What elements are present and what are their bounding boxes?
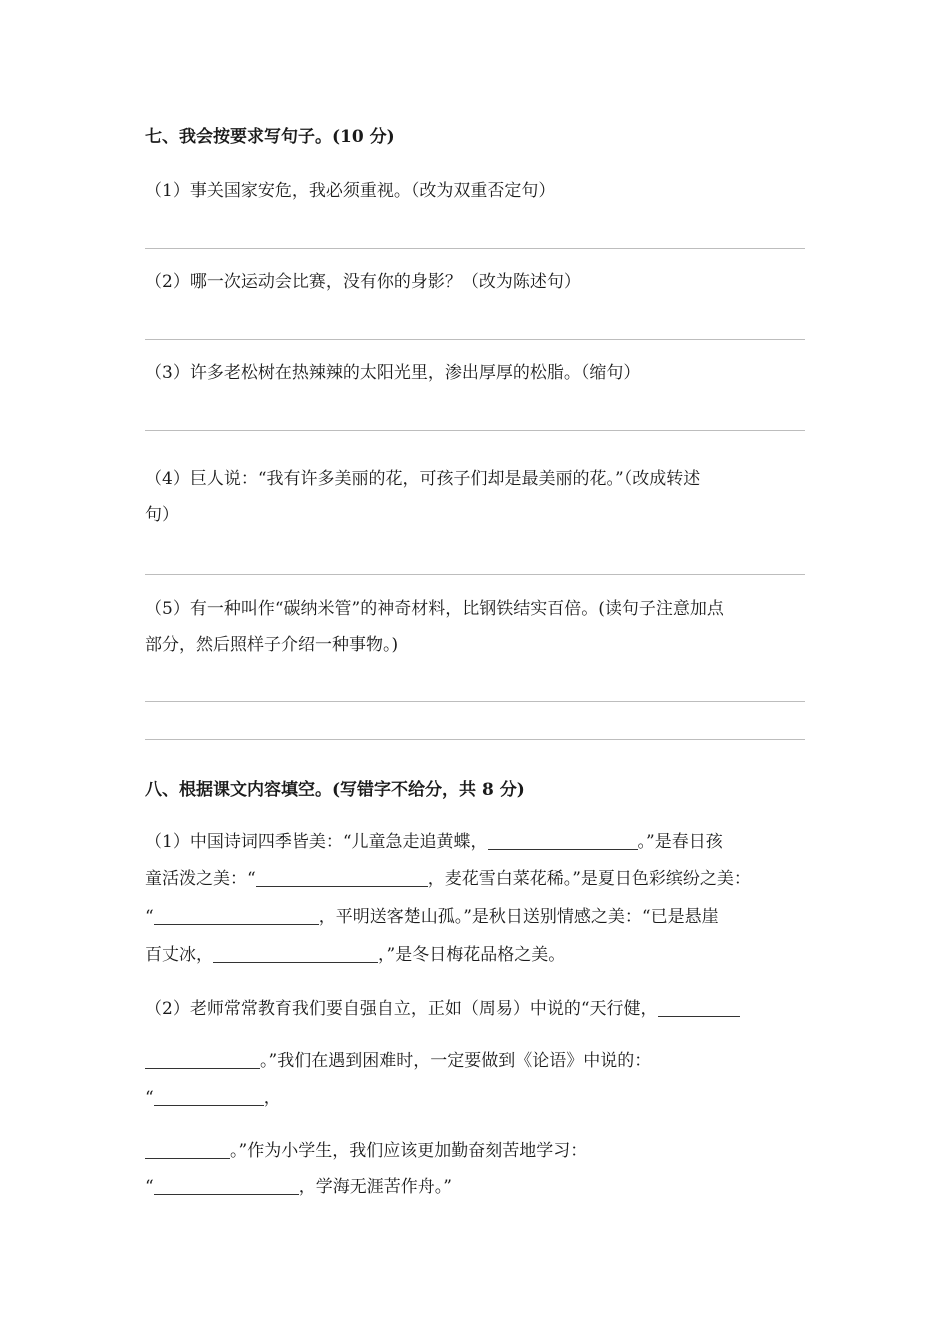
- text: “: [145, 907, 154, 927]
- question-8-2-line5: [145, 1172, 452, 1197]
- answer-line-7-3[interactable]: [145, 430, 805, 431]
- text: 。”作为小学生，我们应该更加勤奋刻苦地学习：: [230, 1141, 588, 1161]
- text: （1）中国诗词四季皆美：“儿童急走追黄蝶，: [145, 832, 488, 852]
- question-7-5-line1: （5）有一种叫作“碳纳米管”的神奇材料，比钢铁结实百倍。(读句子注意加点: [145, 599, 724, 619]
- text: ，麦花雪白菜花稀。”是夏日色彩缤纷之美：: [427, 869, 751, 889]
- fill-blank[interactable]: [154, 1176, 299, 1195]
- text: ，平明送客楚山孤。”是秋日送别情感之美：“已是悬崖: [318, 907, 719, 927]
- text: “: [145, 1088, 154, 1108]
- answer-line-7-5a[interactable]: [145, 701, 805, 702]
- question-8-2-line3: [145, 1083, 281, 1108]
- section-7-heading: 七、我会按要求写句子。(10 分): [145, 127, 395, 147]
- fill-blank[interactable]: [145, 1050, 260, 1069]
- question-7-4-line2: 句）: [145, 505, 179, 525]
- section-8-heading: 八、根据课文内容填空。(写错字不给分，共 8 分): [145, 780, 525, 800]
- question-7-5-line2: 部分，然后照样子介绍一种事物。): [145, 635, 399, 655]
- fill-blank[interactable]: [213, 944, 378, 963]
- text: 百丈冰，: [145, 945, 213, 965]
- text: 童活泼之美：“: [145, 869, 256, 889]
- text: 。”是春日孩: [637, 832, 723, 852]
- fill-blank[interactable]: [488, 831, 638, 850]
- text: ，”是冬日梅花品格之美。: [378, 945, 566, 965]
- answer-line-7-1[interactable]: [145, 248, 805, 249]
- answer-line-7-4[interactable]: [145, 574, 805, 575]
- text: 。”我们在遇到困难时，一定要做到《论语》中说的：: [260, 1051, 652, 1071]
- question-8-1-line1: [145, 827, 723, 852]
- question-8-2-line2: [145, 1046, 651, 1071]
- question-8-1-line2: [145, 864, 751, 889]
- question-8-2-line1: [145, 994, 740, 1019]
- fill-blank[interactable]: [145, 1140, 230, 1159]
- question-7-3: （3）许多老松树在热辣辣的太阳光里，渗出厚厚的松脂。（缩句）: [145, 363, 641, 383]
- text: ，: [263, 1088, 281, 1108]
- question-7-2: （2）哪一次运动会比赛，没有你的身影？（改为陈述句）: [145, 272, 581, 292]
- answer-line-7-5b[interactable]: [145, 739, 805, 740]
- answer-line-7-2[interactable]: [145, 339, 805, 340]
- fill-blank[interactable]: [658, 998, 740, 1017]
- question-7-4-line1: （4）巨人说：“我有许多美丽的花，可孩子们却是最美丽的花。”（改成转述: [145, 469, 701, 489]
- text: “: [145, 1177, 154, 1197]
- question-8-2-line4: [145, 1136, 587, 1161]
- fill-blank[interactable]: [256, 868, 428, 887]
- fill-blank[interactable]: [154, 906, 319, 925]
- text: ，学海无涯苦作舟。”: [298, 1177, 452, 1197]
- text: （2）老师常常教育我们要自强自立，正如（周易）中说的“天行健，: [145, 999, 658, 1019]
- fill-blank[interactable]: [154, 1087, 264, 1106]
- question-8-1-line3: [145, 902, 719, 927]
- question-8-1-line4: [145, 940, 565, 965]
- question-7-1: （1）事关国家安危，我必须重视。（改为双重否定句）: [145, 181, 556, 201]
